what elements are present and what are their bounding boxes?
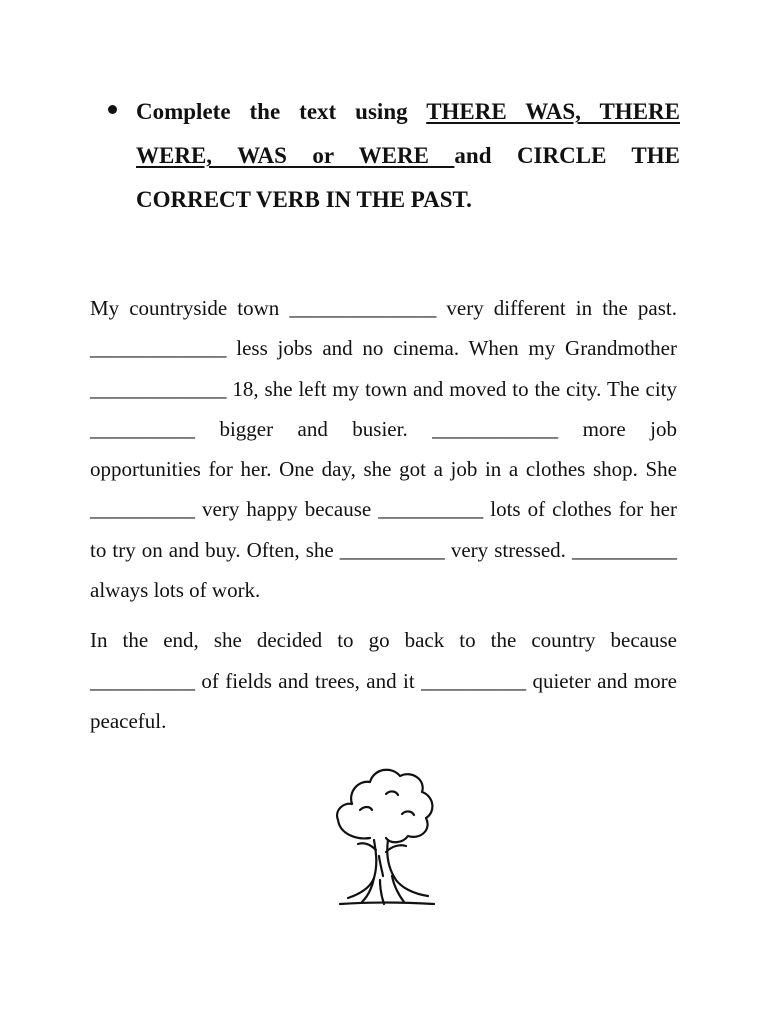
answer-blank: _____________ [90, 336, 227, 361]
answer-blank: _____________ [90, 376, 227, 401]
paragraph-2 [90, 620, 677, 741]
tree-icon [330, 760, 440, 910]
text-segment: In the end, she decided to go back to the country because [90, 628, 677, 653]
text-segment: more job opportunities for her. One day, she got a job in a clothes shop. She [90, 416, 677, 482]
answer-blank: ______________ [289, 296, 437, 320]
text-segment: quieter and more peaceful. [90, 668, 677, 733]
text-segment: of fields and trees, and it [195, 668, 422, 693]
text-segment: less jobs and no cinema. When my Grandmother [226, 336, 677, 361]
text-segment: very stressed. [444, 537, 572, 562]
text-segment: lots of clothes for her to try on and buy. Often, she [90, 497, 677, 562]
instruction-part-1: Complete the text using [136, 99, 427, 124]
text-segment: My countryside town [90, 296, 290, 320]
paragraph-1 [90, 288, 677, 610]
instruction-part-2: and CIRCLE THE CORRECT VERB IN THE PAST. [136, 143, 681, 212]
answer-blank: __________ [571, 537, 677, 562]
answer-blank: __________ [90, 416, 195, 441]
text-segment: always lots of work. [90, 578, 261, 603]
answer-blank: __________ [378, 497, 484, 522]
text-segment: very happy because [195, 497, 379, 522]
answer-blank: __________ [90, 668, 195, 693]
bullet-icon [108, 105, 117, 114]
answer-blank: __________ [421, 668, 527, 693]
exercise-text [90, 288, 677, 741]
answer-blank: ____________ [432, 416, 559, 441]
instruction-highlight: THERE WAS, THERE WERE, WAS or WERE [136, 99, 680, 168]
text-segment: very different in the past. [436, 296, 677, 320]
text-segment: 18, she left my town and moved to the city. The city [226, 376, 677, 401]
text-segment: bigger and busier. [195, 416, 433, 441]
instruction-text [136, 90, 680, 222]
instruction-block [108, 90, 680, 222]
answer-blank: __________ [90, 497, 195, 522]
answer-blank: __________ [339, 537, 445, 562]
